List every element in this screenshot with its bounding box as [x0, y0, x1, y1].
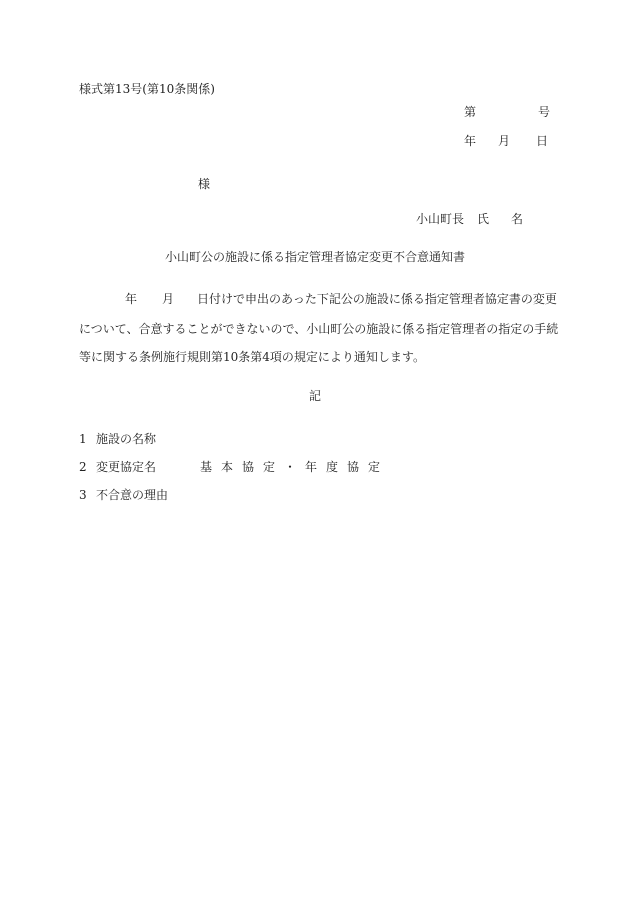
ki-heading: 記	[308, 389, 321, 403]
body-year: 年	[125, 292, 138, 306]
sender	[416, 212, 523, 226]
item-label: 変更協定名	[96, 460, 157, 474]
body-line-1	[125, 292, 557, 306]
document-title: 小山町公の施設に係る指定管理者協定変更不合意通知書	[164, 250, 465, 264]
list-item	[79, 488, 168, 502]
item-label: 施設の名称	[96, 432, 157, 446]
document-number-prefix: 第	[464, 105, 477, 119]
document-number-suffix: 号	[538, 105, 551, 119]
agreement-types: 基本協定・年度協定	[200, 460, 390, 474]
form-label: 様式第13号(第10条関係)	[79, 82, 215, 96]
item-number: 3	[79, 488, 87, 502]
date-year: 年	[464, 134, 477, 148]
date-month: 月	[498, 134, 511, 148]
body-line-2: について、合意することができないので、小山町公の施設に係る指定管理者の指定の手続	[79, 322, 559, 336]
date-line	[464, 134, 548, 148]
list-item	[79, 432, 156, 446]
item-number: 1	[79, 432, 87, 446]
list-item	[79, 460, 389, 474]
sender-shi: 氏	[477, 212, 490, 226]
sender-mei: 名	[511, 212, 524, 226]
date-day: 日	[536, 134, 549, 148]
body-line-3: 等に関する条例施行規則第10条第4項の規定により通知します。	[79, 350, 425, 364]
item-label: 不合意の理由	[96, 488, 169, 502]
addressee: 様	[198, 177, 211, 191]
item-number: 2	[79, 460, 87, 474]
sender-title: 小山町長	[416, 212, 465, 226]
body-month: 月	[162, 292, 175, 306]
document-number-line	[464, 105, 550, 119]
body-line-1-text: 日付けで申出のあった下記公の施設に係る指定管理者協定書の変更	[197, 292, 557, 306]
